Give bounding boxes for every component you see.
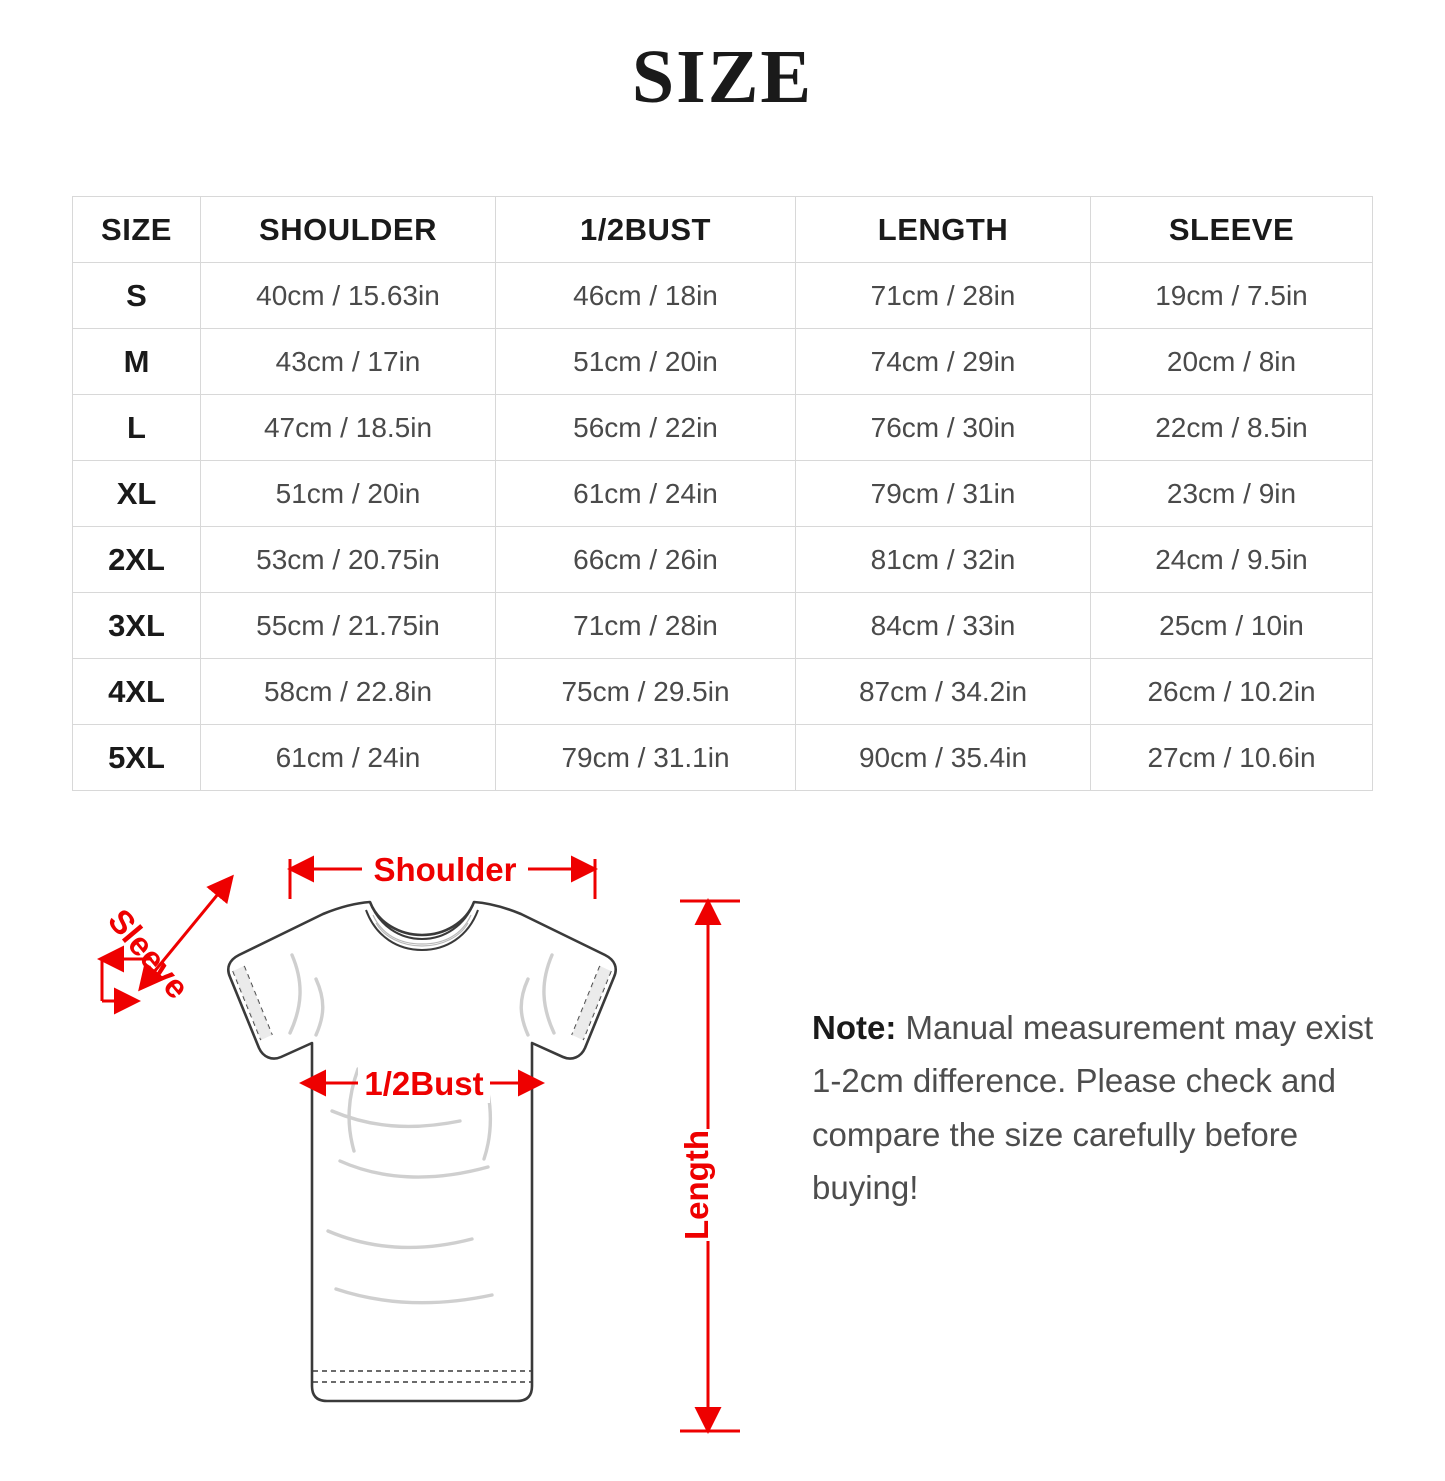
page-title: SIZE: [631, 35, 814, 119]
cell-shoulder: 47cm / 18.5in: [201, 395, 496, 461]
cell-length: 74cm / 29in: [796, 329, 1091, 395]
cell-sleeve: 20cm / 8in: [1091, 329, 1373, 395]
cell-bust: 71cm / 28in: [496, 593, 796, 659]
cell-length: 87cm / 34.2in: [796, 659, 1091, 725]
table-row: [73, 329, 1373, 395]
table-row: [73, 395, 1373, 461]
note-label: Note:: [812, 1009, 897, 1046]
cell-bust: 61cm / 24in: [496, 461, 796, 527]
note-text: Manual measurement may exist 1-2cm difference. Please check and compare the size carefully before buying!: [812, 1009, 1374, 1207]
table-header-row: [73, 197, 1373, 263]
cell-size: L: [73, 395, 201, 461]
column-header-shoulder: SHOULDER: [201, 197, 496, 263]
cell-size: 3XL: [73, 593, 201, 659]
table-row: [73, 461, 1373, 527]
cell-length: 79cm / 31in: [796, 461, 1091, 527]
cell-shoulder: 40cm / 15.63in: [201, 263, 496, 329]
cell-length: 84cm / 33in: [796, 593, 1091, 659]
cell-bust: 66cm / 26in: [496, 527, 796, 593]
column-header-bust: 1/2BUST: [496, 197, 796, 263]
cell-length: 71cm / 28in: [796, 263, 1091, 329]
cell-sleeve: 24cm / 9.5in: [1091, 527, 1373, 593]
cell-size: 4XL: [73, 659, 201, 725]
table-row: [73, 263, 1373, 329]
cell-sleeve: 27cm / 10.6in: [1091, 725, 1373, 791]
cell-shoulder: 55cm / 21.75in: [201, 593, 496, 659]
cell-shoulder: 58cm / 22.8in: [201, 659, 496, 725]
cell-size: 2XL: [73, 527, 201, 593]
shoulder-label: Shoulder: [373, 851, 517, 888]
size-chart-table-wrapper: [72, 196, 1372, 791]
cell-length: 76cm / 30in: [796, 395, 1091, 461]
tshirt-measurement-diagram: [40, 811, 780, 1451]
cell-size: 5XL: [73, 725, 201, 791]
cell-size: S: [73, 263, 201, 329]
measurement-note: [812, 1001, 1387, 1215]
sleeve-measure-annotation: [100, 877, 232, 1006]
column-header-length: LENGTH: [796, 197, 1091, 263]
cell-bust: 51cm / 20in: [496, 329, 796, 395]
length-measure-annotation: [678, 901, 740, 1431]
cell-shoulder: 53cm / 20.75in: [201, 527, 496, 593]
cell-sleeve: 19cm / 7.5in: [1091, 263, 1373, 329]
cell-length: 90cm / 35.4in: [796, 725, 1091, 791]
table-row: [73, 725, 1373, 791]
tshirt-outline: [228, 902, 615, 1401]
size-chart-table: [72, 196, 1373, 791]
cell-bust: 56cm / 22in: [496, 395, 796, 461]
sleeve-label: Sleeve: [101, 901, 197, 1006]
cell-shoulder: 61cm / 24in: [201, 725, 496, 791]
cell-bust: 75cm / 29.5in: [496, 659, 796, 725]
table-row: [73, 659, 1373, 725]
table-row: [73, 593, 1373, 659]
column-header-sleeve: SLEEVE: [1091, 197, 1373, 263]
cell-sleeve: 22cm / 8.5in: [1091, 395, 1373, 461]
cell-bust: 79cm / 31.1in: [496, 725, 796, 791]
bust-label: 1/2Bust: [364, 1065, 484, 1102]
cell-sleeve: 23cm / 9in: [1091, 461, 1373, 527]
cell-size: XL: [73, 461, 201, 527]
cell-shoulder: 51cm / 20in: [201, 461, 496, 527]
cell-sleeve: 26cm / 10.2in: [1091, 659, 1373, 725]
cell-size: M: [73, 329, 201, 395]
table-row: [73, 527, 1373, 593]
shoulder-measure-annotation: [290, 847, 595, 899]
length-label: Length: [678, 1130, 715, 1240]
cell-shoulder: 43cm / 17in: [201, 329, 496, 395]
cell-sleeve: 25cm / 10in: [1091, 593, 1373, 659]
cell-length: 81cm / 32in: [796, 527, 1091, 593]
cell-bust: 46cm / 18in: [496, 263, 796, 329]
column-header-size: SIZE: [73, 197, 201, 263]
